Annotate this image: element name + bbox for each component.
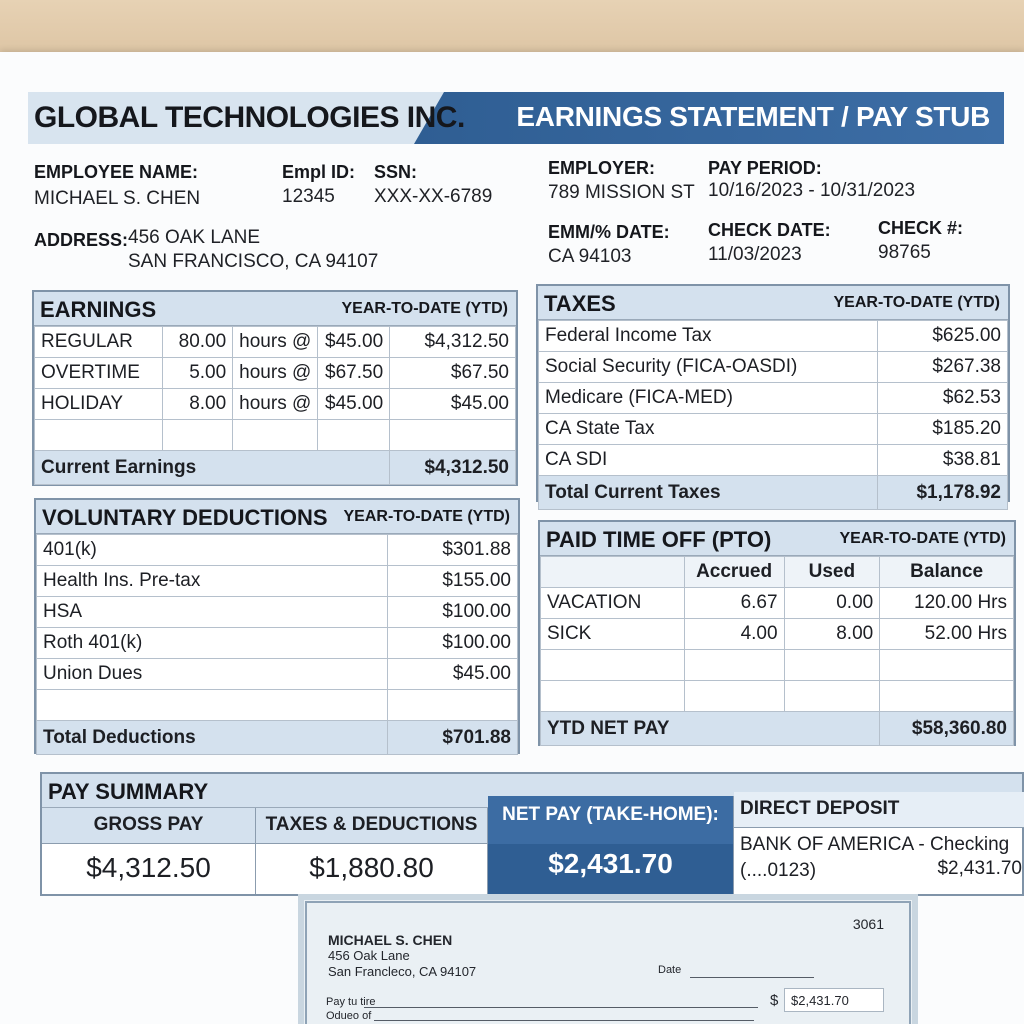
table-row xyxy=(541,619,1014,650)
pto-balance: 120.00 Hrs xyxy=(880,588,1014,619)
gross-pay-label: GROSS PAY xyxy=(42,808,255,844)
earning-unit: hours @ xyxy=(233,327,318,358)
check-date-label: Date xyxy=(658,964,682,976)
paycheck xyxy=(298,894,918,1024)
tax-amount: $62.53 xyxy=(878,383,1008,414)
address-label: ADDRESS: xyxy=(34,230,129,250)
empl-id: 12345 xyxy=(282,186,335,207)
table-row xyxy=(539,352,1008,383)
pto-column-headers xyxy=(541,557,1014,588)
deduction-name: Roth 401(k) xyxy=(37,628,388,659)
pto-accrued: 4.00 xyxy=(684,619,784,650)
direct-deposit-cell xyxy=(734,792,1024,894)
table-row xyxy=(35,358,516,389)
check-pay-to-line xyxy=(364,1007,758,1008)
check-serial-number: 3061 xyxy=(852,916,884,932)
table-row xyxy=(37,566,518,597)
earning-rate: $67.50 xyxy=(318,358,390,389)
empl-id-label: Empl ID: xyxy=(282,162,356,182)
net-pay: $2,431.70 xyxy=(548,848,673,879)
employer-address-line2: CA 94103 xyxy=(548,246,632,267)
tax-name: Medicare (FICA-MED) xyxy=(539,383,878,414)
table-row-empty xyxy=(35,420,516,451)
deductions-total-row xyxy=(37,721,518,755)
table-row xyxy=(539,321,1008,352)
table-row xyxy=(541,588,1014,619)
taxes-table xyxy=(538,320,1008,510)
taxes-deductions-cell xyxy=(256,808,488,894)
pto-header xyxy=(540,522,1014,556)
tax-amount: $625.00 xyxy=(878,321,1008,352)
ytd-net-pay-label: YTD NET PAY xyxy=(541,712,880,746)
deposit-amount: $2,431.70 xyxy=(937,858,1022,879)
pto-ytd-label: YEAR-TO-DATE (YTD) xyxy=(839,530,1006,547)
taxes-ytd-label: YEAR-TO-DATE (YTD) xyxy=(833,294,1000,311)
earning-hours: 80.00 xyxy=(162,327,233,358)
earning-hours: 8.00 xyxy=(162,389,233,420)
deposit-account: (....0123) xyxy=(740,860,817,881)
deduction-amount: $155.00 xyxy=(388,566,518,597)
earning-type: HOLIDAY xyxy=(35,389,163,420)
pto-used: 8.00 xyxy=(784,619,880,650)
check-payer-address1: 456 Oak Lane xyxy=(328,948,410,963)
earnings-header xyxy=(34,292,516,326)
deduction-name: Health Ins. Pre-tax xyxy=(37,566,388,597)
earning-type: OVERTIME xyxy=(35,358,163,389)
document-title: EARNINGS STATEMENT / PAY STUB xyxy=(516,101,990,132)
pto-type: SICK xyxy=(541,619,685,650)
earnings-title: EARNINGS xyxy=(40,297,157,322)
pto-section xyxy=(538,520,1016,746)
pto-table xyxy=(540,556,1014,746)
deductions-header xyxy=(36,500,518,534)
table-row xyxy=(37,628,518,659)
check-pay-to-label: Pay tu tire xyxy=(326,996,376,1008)
deductions-section xyxy=(34,498,520,754)
earning-type: REGULAR xyxy=(35,327,163,358)
pto-title: PAID TIME OFF (PTO) xyxy=(546,527,772,552)
table-row xyxy=(37,597,518,628)
tax-amount: $267.38 xyxy=(878,352,1008,383)
taxes-total-label: Total Current Taxes xyxy=(539,476,878,510)
table-row-empty xyxy=(37,690,518,721)
pay-period-label: PAY PERIOD: xyxy=(708,158,822,178)
pto-accrued: 6.67 xyxy=(684,588,784,619)
earnings-section xyxy=(32,290,518,486)
earnings-ytd-label: YEAR-TO-DATE (YTD) xyxy=(341,300,508,317)
ytd-net-pay: $58,360.80 xyxy=(880,712,1014,746)
deposit-bank: BANK OF AMERICA - Checking xyxy=(740,834,1010,855)
check-payee-line xyxy=(374,1020,754,1021)
check-date-label: CHECK DATE: xyxy=(708,220,831,240)
deductions-total-label: Total Deductions xyxy=(37,721,388,755)
check-number-label: CHECK #: xyxy=(878,218,964,238)
earning-unit: hours @ xyxy=(233,358,318,389)
ssn: XXX-XX-6789 xyxy=(374,186,493,207)
deduction-amount: $100.00 xyxy=(388,597,518,628)
employee-name: MICHAEL S. CHEN xyxy=(34,188,201,209)
pay-period: 10/16/2023 - 10/31/2023 xyxy=(708,180,916,201)
check-date: 11/03/2023 xyxy=(708,244,802,265)
taxes-header xyxy=(538,286,1008,320)
earning-hours: 5.00 xyxy=(162,358,233,389)
pto-type: VACATION xyxy=(541,588,685,619)
gross-pay: $4,312.50 xyxy=(86,852,211,883)
table-row-empty xyxy=(541,681,1014,712)
address-line2: SAN FRANCISCO, CA 94107 xyxy=(128,251,379,272)
deduction-name: 401(k) xyxy=(37,535,388,566)
deductions-total: $701.88 xyxy=(388,721,518,755)
employer-label: EMPLOYER: xyxy=(548,158,656,178)
check-payer-name: MICHAEL S. CHEN xyxy=(328,932,453,948)
table-row xyxy=(35,327,516,358)
deduction-amount: $301.88 xyxy=(388,535,518,566)
company-name: GLOBAL TECHNOLOGIES INC. xyxy=(34,101,465,134)
check-amount-box: $2,431.70 xyxy=(784,988,884,1012)
taxes-total: $1,178.92 xyxy=(878,476,1008,510)
tax-amount: $38.81 xyxy=(878,445,1008,476)
tax-name: Federal Income Tax xyxy=(539,321,878,352)
earning-rate: $45.00 xyxy=(318,327,390,358)
check-number: 98765 xyxy=(878,242,931,263)
table-row xyxy=(539,445,1008,476)
pto-balance: 52.00 Hrs xyxy=(880,619,1014,650)
tax-amount: $185.20 xyxy=(878,414,1008,445)
deduction-name: Union Dues xyxy=(37,659,388,690)
net-pay-label: NET PAY (TAKE-HOME): xyxy=(488,796,733,844)
check-order-label: Odueo of xyxy=(326,1010,372,1022)
tax-name: CA SDI xyxy=(539,445,878,476)
deduction-amount: $100.00 xyxy=(388,628,518,659)
pto-col-balance: Balance xyxy=(880,557,1014,588)
taxes-title: TAXES xyxy=(544,291,616,316)
earnings-total-label: Current Earnings xyxy=(35,451,390,485)
pto-col-type xyxy=(541,557,685,588)
check-dollar-sign: $ xyxy=(770,992,779,1009)
deduction-amount: $45.00 xyxy=(388,659,518,690)
gross-pay-cell xyxy=(42,808,256,894)
table-row-empty xyxy=(541,650,1014,681)
earnings-total: $4,312.50 xyxy=(390,451,516,485)
table-row xyxy=(539,414,1008,445)
taxes-total-row xyxy=(539,476,1008,510)
deductions-title: VOLUNTARY DEDUCTIONS xyxy=(42,505,328,530)
check-date-line xyxy=(690,977,814,978)
pay-summary-title: PAY SUMMARY xyxy=(48,779,209,804)
earning-amount: $4,312.50 xyxy=(390,327,516,358)
table-row xyxy=(37,535,518,566)
pto-col-accrued: Accrued xyxy=(684,557,784,588)
ytd-net-pay-row xyxy=(541,712,1014,746)
taxes-deductions: $1,880.80 xyxy=(309,852,434,883)
earnings-table xyxy=(34,326,516,485)
pay-summary-section xyxy=(40,772,1024,896)
table-row xyxy=(35,389,516,420)
taxes-deductions-label: TAXES & DEDUCTIONS xyxy=(256,808,487,844)
tax-name: Social Security (FICA-OASDI) xyxy=(539,352,878,383)
deduction-name: HSA xyxy=(37,597,388,628)
header-banner xyxy=(28,92,1004,144)
earning-amount: $45.00 xyxy=(390,389,516,420)
deductions-ytd-label: YEAR-TO-DATE (YTD) xyxy=(343,508,510,525)
pto-used: 0.00 xyxy=(784,588,880,619)
deductions-table xyxy=(36,534,518,755)
table-row xyxy=(37,659,518,690)
address-line1: 456 OAK LANE xyxy=(128,227,261,248)
date-label: EMM/% DATE: xyxy=(548,222,670,242)
employer-address-line1: 789 MISSION ST xyxy=(548,182,695,203)
direct-deposit-label: DIRECT DEPOSIT xyxy=(734,792,1024,828)
ssn-label: SSN: xyxy=(374,162,418,182)
table-row xyxy=(539,383,1008,414)
net-pay-cell xyxy=(488,796,734,894)
employee-name-label: EMPLOYEE NAME: xyxy=(34,162,199,182)
earning-amount: $67.50 xyxy=(390,358,516,389)
earnings-total-row xyxy=(35,451,516,485)
check-payer-address2: San Francleco, CA 94107 xyxy=(328,964,477,979)
pay-stub-document xyxy=(0,52,1024,1024)
earning-rate: $45.00 xyxy=(318,389,390,420)
earning-unit: hours @ xyxy=(233,389,318,420)
tax-name: CA State Tax xyxy=(539,414,878,445)
taxes-section xyxy=(536,284,1010,502)
pto-col-used: Used xyxy=(784,557,880,588)
